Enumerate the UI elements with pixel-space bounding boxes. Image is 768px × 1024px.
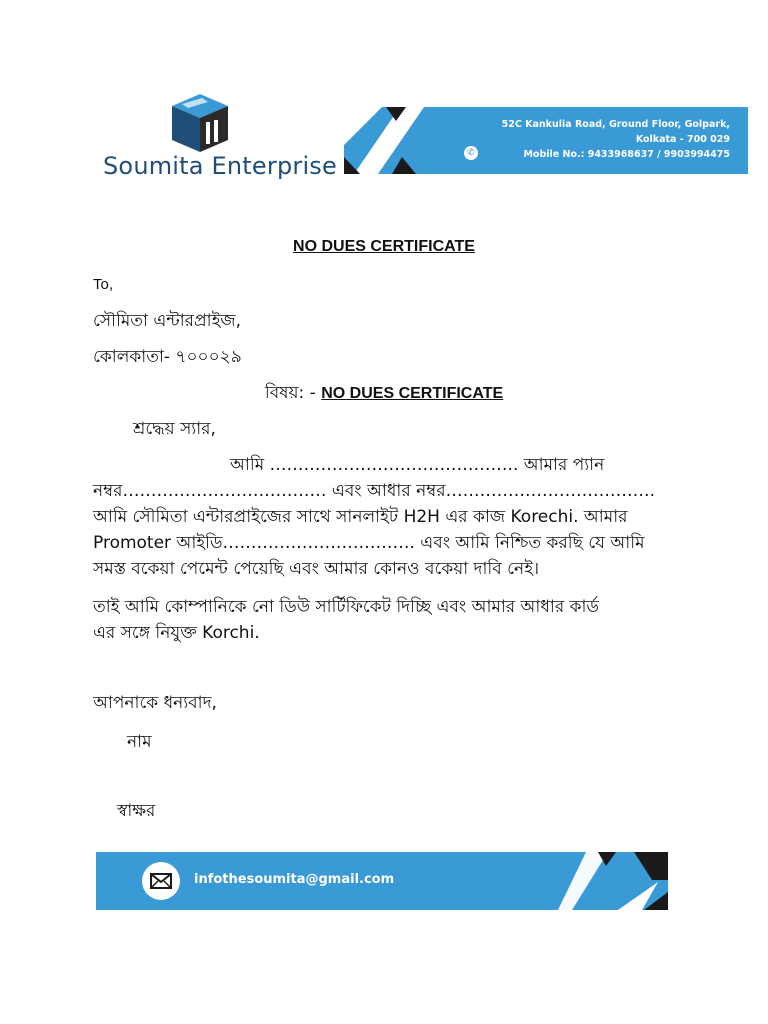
to-label: To, [93,276,114,293]
salutation: শ্রদ্ধেয় স্যার, [133,419,216,439]
para1-line2: নম্বর……………………………… এবং আধার নম্বর………………………………. [93,481,655,501]
para1-line3: আমি সৌমিতা এন্টারপ্রাইজের সাথে সানলাইট H2H এর কাজ Korechi. আমার [93,507,628,527]
recipient-name: সৌমিতা এন্টারপ্রাইজ, [93,311,242,331]
contact-email: infothesoumita@gmail.com [194,872,395,887]
subject-line [0,380,768,408]
envelope-icon [142,862,180,900]
recipient-city: কোলকাতা- ৭০০০২৯ [93,347,242,367]
para2-line2: এর সঙ্গে নিযুক্ত Korchi. [93,623,260,643]
address-line2: Kolkata - 700 029 [635,134,730,145]
company-logo-icon [168,92,232,154]
footer-chevron-graphic [558,852,668,910]
header-banner [344,107,748,174]
thanks-line: আপনাকে ধন্যবাদ, [93,693,217,713]
subject-value: NO DUES CERTIFICATE [321,385,504,402]
para1-line1: আমি …………………………………….. আমার প্যান [230,455,605,475]
subject-label: বিষয়: - [264,383,316,403]
footer-banner [96,852,668,910]
name-label: নাম [127,732,152,752]
para1-line5: সমস্ত বকেয়া পেমেন্ট পেয়েছি এবং আমার কোনও বকেয়া দাবি নেই। [93,559,540,579]
address-line1: 52C Kankulia Road, Ground Floor, Golpark, [501,119,730,130]
banner-chevron-graphic [344,107,464,174]
mobile-numbers: Mobile No.: 9433968637 / 9903994475 [523,149,730,160]
mail-icon-circle [142,862,180,900]
phone-icon: ✆ [464,146,478,160]
company-name: Soumita Enterprise [103,152,337,180]
para2-line1: তাই আমি কোম্পানিকে নো ডিউ সার্টিফিকেট দিচ্ছি এবং আমার আধার কার্ড [93,597,599,617]
signature-label: স্বাক্ষর [117,801,156,821]
certificate-title: NO DUES CERTIFICATE [293,238,475,255]
para1-line4: Promoter আইডি……………………………. এবং আমি নিশ্চিত করছি যে আমি [93,533,645,553]
